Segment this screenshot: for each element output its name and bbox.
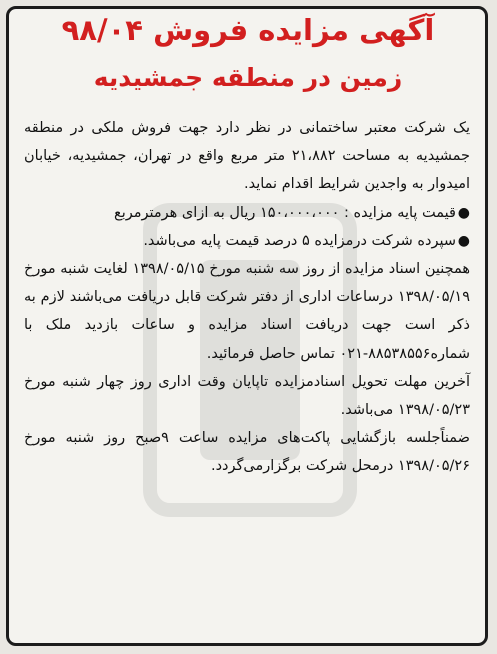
intro-paragraph: یک شرکت معتبر ساختمانی در نظر دارد جهت فروش ملکی در منطقه جمشیدیه به مساحت ۲۱،۸۸۲ متر مربع واقع در تهران، جمشیدیه، خیابان امیدوار به واجدین شرایط اقدام نماید. [24, 120, 470, 193]
ad-headline: آگهی مزایده فروش ۹۸/۰۴ [61, 13, 435, 47]
documents-paragraph: همچنین اسناد مزایده از روز سه شنبه مورخ ۱۳۹۸/۰۵/۱۵ لغایت شنبه مورخ ۱۳۹۸/۰۵/۱۹ درساعات اداری از دفتر شرکت قابل دریافت می‌باشند لازم به ذکر است جهت دریافت اسناد مزایده و ساعات بازدید ملک با شماره۸۸۵۳۸۵۵۶-۰۲۱ تماس حاصل فرمائید. [24, 261, 470, 362]
price-text: قیمت پایه مزایده : ۱۵۰،۰۰۰،۰۰۰ ریال به ازای هرمترمربع [114, 204, 456, 221]
deposit-text: سپرده شرکت درمزایده ۵ درصد قیمت پایه می‌باشد. [143, 232, 456, 249]
bullet-dot-icon: ● [457, 204, 470, 221]
ad-subheadline: زمین در منطقه جمشیدیه [93, 63, 403, 92]
opening-paragraph: ضمناًجلسه بازگشایی پاکت‌های مزایده ساعت ۹صبح روز شنبه مورخ ۱۳۹۸/۰۵/۲۶ درمحل شرکت برگزارمی‌گردد. [24, 430, 470, 475]
price-bullet [24, 199, 470, 227]
deadline-paragraph: آخرین مهلت تحویل اسنادمزایده تاپایان وقت اداری روز چهار شنبه مورخ ۱۳۹۸/۰۵/۲۳ می‌باشد. [24, 373, 470, 419]
deposit-bullet [24, 227, 470, 255]
ad-body [24, 114, 470, 481]
bullet-dot-icon: ● [457, 232, 470, 249]
